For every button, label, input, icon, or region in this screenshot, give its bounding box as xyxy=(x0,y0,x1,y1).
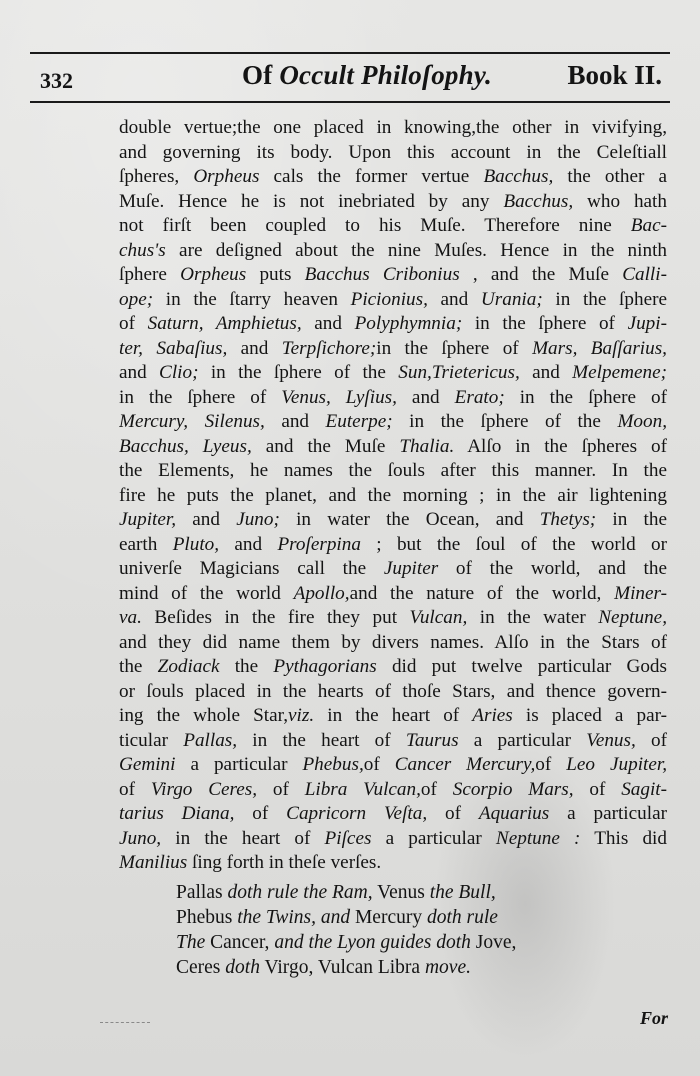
italic-text: Sun,Trietericus, xyxy=(398,362,520,383)
text-line xyxy=(119,239,667,264)
text-line xyxy=(119,386,667,411)
italic-text: Bacchus, xyxy=(483,166,554,187)
text-line xyxy=(119,802,667,827)
italic-text: Pluto, xyxy=(172,533,220,555)
text-line xyxy=(119,631,667,656)
text-line xyxy=(119,753,667,778)
italic-text: Jupiter xyxy=(383,558,439,579)
italic-text: Libra Vulcan, xyxy=(304,778,421,800)
text-line xyxy=(119,655,667,680)
italic-text: Bac- xyxy=(630,215,667,236)
text-run: in the ſphere of xyxy=(119,386,282,408)
italic-text: Virgo Ceres, xyxy=(150,778,258,800)
italic-text: Piſces xyxy=(324,827,372,849)
italic-text: Apollo, xyxy=(293,582,350,604)
text-run: and the Muſe xyxy=(251,435,400,457)
italic-text: Miner- xyxy=(614,582,667,604)
italic-text: Aries xyxy=(472,705,513,726)
text-line xyxy=(119,116,667,141)
italic-text: Urania; xyxy=(480,288,543,310)
text-run: and xyxy=(176,509,237,530)
text-run: of xyxy=(257,778,305,800)
text-run: Cancer, xyxy=(205,932,275,953)
text-run: and governing its body. Upon this account in the Celeſtiall xyxy=(119,141,667,163)
header-rule-top xyxy=(30,52,670,54)
text-line xyxy=(119,533,667,558)
italic-text: Orpheus xyxy=(180,264,247,285)
text-run: in the ſphere of the xyxy=(392,411,618,432)
text-run: Muſe. Hence he is not inebriated by any xyxy=(119,190,504,212)
text-run: mind of the world xyxy=(119,582,294,604)
text-run: of xyxy=(420,778,453,800)
text-run: Beſides in the fire they put xyxy=(141,607,410,628)
italic-text: doth rule the Ram, xyxy=(227,882,373,903)
text-line xyxy=(119,508,667,533)
italic-text: Orpheus xyxy=(193,166,260,187)
italic-text: The xyxy=(176,932,206,953)
text-run: ſing forth in theſe verſes. xyxy=(187,852,382,873)
text-run: Venus xyxy=(372,882,430,903)
italic-text: Sagit- xyxy=(621,778,667,800)
text-run: who hath xyxy=(573,190,667,212)
italic-text: Vulcan, xyxy=(409,607,468,628)
book-label: Book II. xyxy=(567,60,662,90)
italic-text: Picionius, xyxy=(350,288,428,310)
text-run: fire he puts the planet, and the morning ; in the air lightening xyxy=(119,484,667,506)
italic-text: move. xyxy=(424,957,471,978)
italic-text: Terpſichore; xyxy=(281,337,377,359)
text-run: in the water xyxy=(467,607,599,628)
text-line xyxy=(119,361,667,386)
text-line xyxy=(119,606,667,631)
italic-text: Scorpio Mars, xyxy=(452,778,574,800)
italic-text: ope; xyxy=(119,288,154,310)
text-run: Mercury xyxy=(350,907,427,928)
text-run: the xyxy=(119,656,158,677)
italic-text: Gemini xyxy=(119,754,176,775)
text-run: the xyxy=(219,656,274,677)
italic-text: Venus, xyxy=(586,729,636,751)
text-line xyxy=(119,435,667,460)
text-run: in the ſphere of xyxy=(504,386,667,408)
text-run: the Elements, he names the ſouls after this manner. In the xyxy=(119,460,667,481)
text-run: a particular xyxy=(371,827,496,849)
italic-text: and the Lyon guides doth xyxy=(274,932,471,953)
italic-text: Juno, xyxy=(119,827,162,849)
text-run: and xyxy=(227,337,282,359)
italic-text: Venus, Lyſius, xyxy=(281,386,397,408)
text-run: in the heart of xyxy=(161,827,325,849)
title-philosophy: Philoſophy. xyxy=(361,60,492,90)
italic-text: Neptune : xyxy=(495,827,581,849)
verse-line xyxy=(176,930,596,955)
text-line xyxy=(119,851,667,876)
text-run: Alſo in the ſpheres of xyxy=(454,435,667,457)
text-run: of xyxy=(363,754,395,775)
italic-text: Thalia. xyxy=(399,435,455,457)
text-run: Pallas xyxy=(176,882,228,903)
text-run: in the ſphere of xyxy=(376,337,533,359)
text-line xyxy=(119,410,667,435)
text-line xyxy=(119,778,667,803)
italic-text: Capricorn Veſta, xyxy=(286,803,428,824)
italic-text: Polyphymnia; xyxy=(354,313,463,334)
text-run: cals the former vertue xyxy=(259,166,484,187)
text-run: double vertue;the one placed in knowing,the other in vivifying, xyxy=(119,117,667,138)
text-run: and xyxy=(427,288,481,310)
text-run: and xyxy=(396,386,455,408)
text-run: univerſe Magicians call the xyxy=(119,558,384,579)
text-line xyxy=(119,484,667,509)
text-run: earth xyxy=(119,533,173,555)
verse-line xyxy=(176,880,596,905)
text-run: and xyxy=(519,362,573,383)
text-line xyxy=(119,582,667,607)
italic-text: viz. xyxy=(288,705,315,726)
text-run: Jove, xyxy=(470,932,517,953)
text-run: and they did name them by divers names. Alſo in the Stars of xyxy=(119,631,667,653)
text-run: did put twelve particular Gods xyxy=(376,656,667,677)
italic-text: Bacchus Cribonius xyxy=(304,264,460,285)
title-occult: Occult xyxy=(279,60,355,90)
verse-line xyxy=(176,955,596,980)
italic-text: Neptune, xyxy=(598,607,667,628)
text-run: , and the Muſe xyxy=(459,264,623,285)
text-run: in the heart of xyxy=(314,705,473,726)
italic-text: Zodiack xyxy=(157,656,220,677)
text-run: or ſouls placed in the hearts of thoſe Stars, and thence govern- xyxy=(119,680,667,702)
page-number: 332 xyxy=(40,68,73,93)
text-run: in the heart of xyxy=(237,729,406,751)
text-run: in the ſphere of the xyxy=(198,362,399,383)
text-run: ſpheres, xyxy=(119,166,194,187)
text-run: in the ſphere xyxy=(542,288,667,310)
text-run: This did xyxy=(580,827,667,849)
italic-text: tarius Diana, xyxy=(119,803,235,824)
text-line xyxy=(119,263,667,288)
text-line xyxy=(119,459,667,484)
text-run: in water the Ocean, and xyxy=(279,509,540,530)
italic-text: Moon, xyxy=(617,411,667,432)
text-line xyxy=(119,729,667,754)
text-run: and xyxy=(119,362,160,383)
italic-text: Bacchus, xyxy=(503,190,574,212)
text-line xyxy=(119,288,667,313)
text-run: of xyxy=(535,754,567,775)
text-run: and xyxy=(219,533,278,555)
text-run: is placed a par- xyxy=(512,705,667,726)
text-run: are deſigned about the nine Muſes. Hence in the ninth xyxy=(165,239,667,261)
running-title xyxy=(242,60,492,91)
text-run: a particular xyxy=(549,803,667,824)
italic-text: Manilius xyxy=(119,852,188,873)
text-line xyxy=(119,557,667,582)
text-run: the other a xyxy=(553,166,667,187)
text-run: of xyxy=(635,729,667,751)
text-run: and xyxy=(264,411,326,432)
italic-text: Mercury, Silenus, xyxy=(119,411,265,432)
text-line xyxy=(119,704,667,729)
text-run: a particular xyxy=(175,754,303,775)
text-run: in the ſtarry heaven xyxy=(153,288,351,310)
title-of: Of xyxy=(242,60,273,90)
italic-text: Jupi- xyxy=(627,313,667,334)
italic-text: Thetys; xyxy=(539,509,597,530)
text-run: in the ſphere of xyxy=(462,313,628,334)
text-run: Virgo, Vulcan Libra xyxy=(259,957,425,978)
text-line xyxy=(119,165,667,190)
text-run: a particular xyxy=(458,729,587,751)
text-run: of xyxy=(573,778,622,800)
running-header xyxy=(30,56,670,100)
text-run: in the xyxy=(596,509,667,530)
text-run: ing the whole Star, xyxy=(119,705,289,726)
italic-text: Saturn, Amphietus, xyxy=(147,313,302,334)
print-mark xyxy=(100,1022,150,1023)
italic-text: Melpemene; xyxy=(572,362,667,383)
text-run: Phebus xyxy=(176,907,238,928)
italic-text: Euterpe; xyxy=(325,411,393,432)
text-line xyxy=(119,312,667,337)
text-run: not firſt been coupled to his Muſe. Therefore nine xyxy=(119,215,631,236)
text-line xyxy=(119,337,667,362)
catchword: For xyxy=(639,1008,668,1028)
italic-text: ter, Sabaſius, xyxy=(119,337,228,359)
italic-text: Bacchus, Lyeus, xyxy=(119,435,252,457)
text-run: of xyxy=(119,313,148,334)
text-line xyxy=(119,214,667,239)
text-line xyxy=(119,827,667,852)
italic-text: Aquarius xyxy=(478,803,550,824)
italic-text: chus's xyxy=(119,239,166,261)
italic-text: Mars, Baſſarius, xyxy=(532,337,667,359)
text-run: ſphere xyxy=(119,264,181,285)
italic-text: doth rule xyxy=(426,907,498,928)
text-line xyxy=(119,680,667,705)
text-run: puts xyxy=(246,264,305,285)
italic-text: Calli- xyxy=(622,264,667,285)
italic-text: Pythagorians xyxy=(273,656,377,677)
verse-line xyxy=(176,905,596,930)
italic-text: Cancer Mercury, xyxy=(394,754,536,775)
italic-text: Proſerpina xyxy=(277,533,361,555)
text-run: of xyxy=(119,778,151,800)
verse-block xyxy=(176,880,596,980)
italic-text: Erato; xyxy=(454,386,505,408)
text-run: and the nature of the world, xyxy=(349,582,615,604)
text-run: Ceres xyxy=(176,957,226,978)
italic-text: the Bull, xyxy=(429,882,496,903)
italic-text: Phebus, xyxy=(302,754,364,775)
text-run: of the world, and the xyxy=(438,558,667,579)
italic-text: doth xyxy=(225,957,260,978)
text-line xyxy=(119,190,667,215)
italic-text: Clio; xyxy=(159,362,199,383)
italic-text: Taurus xyxy=(405,729,459,751)
text-run: ticular xyxy=(119,729,184,751)
italic-text: Jupiter, xyxy=(119,509,177,530)
text-run: and xyxy=(301,313,355,334)
italic-text: Juno; xyxy=(236,509,280,530)
header-rule-bottom xyxy=(30,101,670,103)
italic-text: Leo Jupiter, xyxy=(566,754,667,775)
body-paragraph xyxy=(119,116,667,876)
italic-text: the Twins, and xyxy=(237,907,351,928)
text-run: of xyxy=(427,803,479,824)
text-run: ; but the ſoul of the world or xyxy=(360,533,667,555)
italic-text: Pallas, xyxy=(183,729,238,751)
text-run: of xyxy=(234,803,287,824)
text-line xyxy=(119,141,667,166)
italic-text: va. xyxy=(119,607,142,628)
